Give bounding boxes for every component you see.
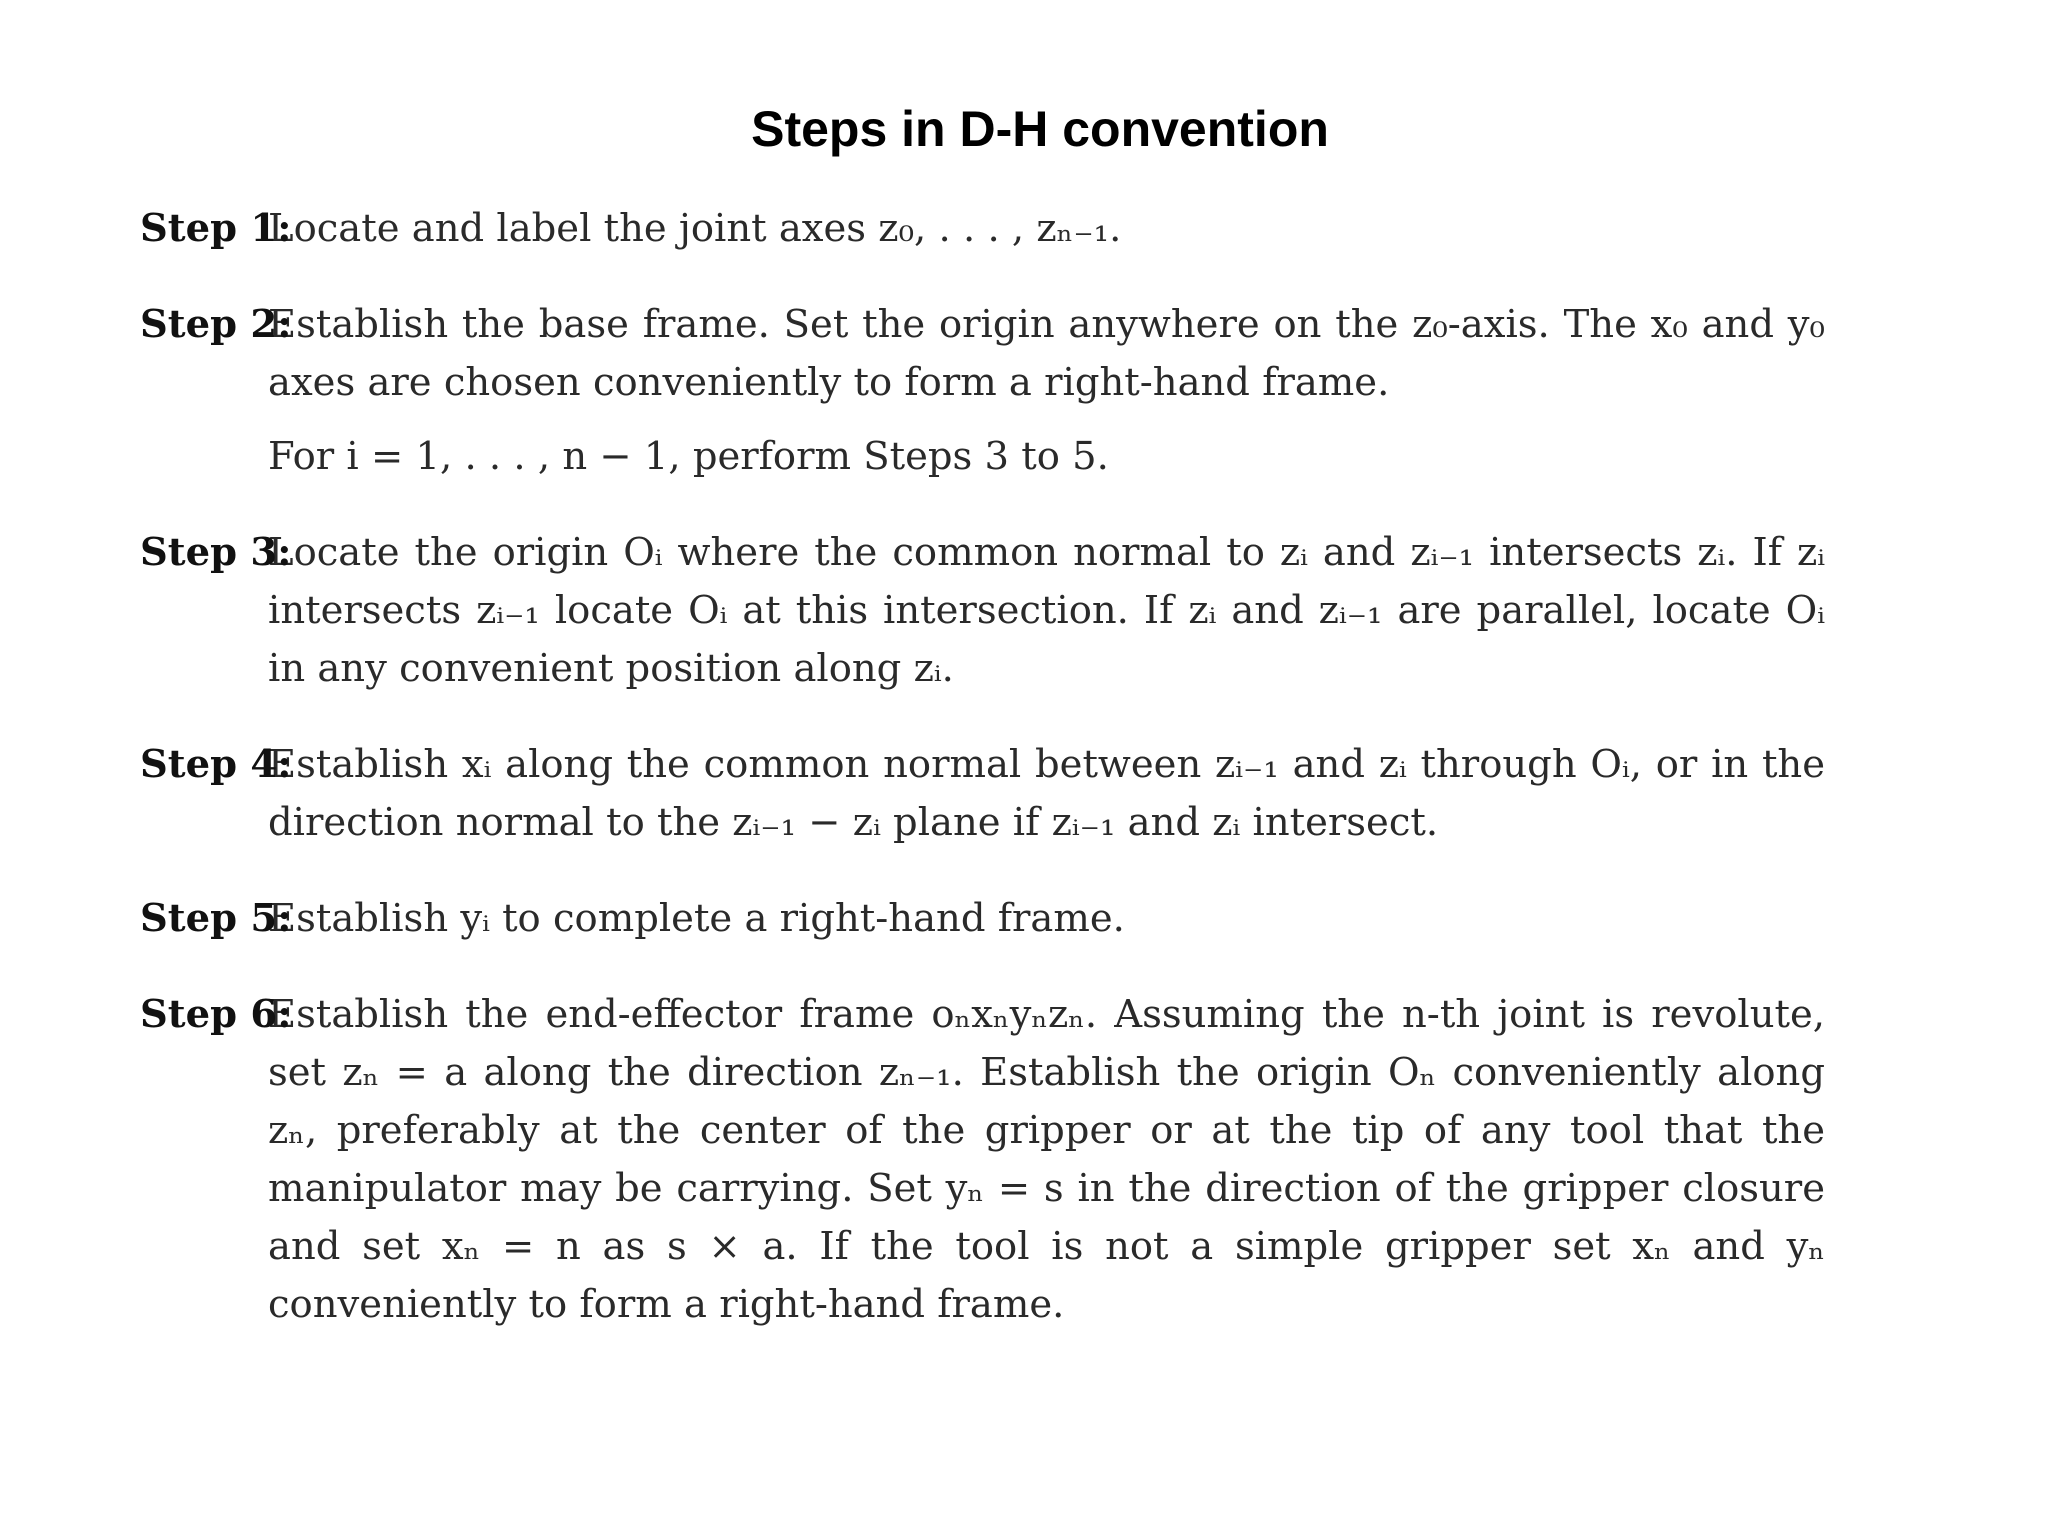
step-label: Step 3: xyxy=(140,530,292,575)
step-text: Establish yᵢ to complete a right-hand frame. xyxy=(268,896,1125,941)
step-5 xyxy=(140,890,1825,948)
step-text: Establish the end-effector frame oₙxₙyₙzₙ. Assuming the n-th joint is revolute, set zₙ = a along the direction zₙ₋₁. Establish the origin Oₙ conveniently along zₙ, preferably at the center of the gripper or at the tip of any tool that the manipulator may be carrying. Set yₙ = s in the direction of the gripper closure and set xₙ = n as s × a. If the tool is not a simple gripper set xₙ and yₙ conveniently to form a right-hand frame. xyxy=(268,992,1825,1327)
step-text: Establish the base frame. Set the origin anywhere on the z₀-axis. The x₀ and y₀ axes are chosen conveniently to form a right-hand frame. xyxy=(268,302,1825,405)
step-loop-note: For i = 1, . . . , n − 1, perform Steps 3 to 5. xyxy=(268,434,1109,479)
step-label: Step 1: xyxy=(140,206,292,251)
page-title: Steps in D-H convention xyxy=(751,101,1329,157)
step-label: Step 4: xyxy=(140,742,292,787)
step-text: Establish xᵢ along the common normal between zᵢ₋₁ and zᵢ through Oᵢ, or in the direction normal to the zᵢ₋₁ − zᵢ plane if zᵢ₋₁ and zᵢ intersect. xyxy=(268,742,1825,845)
step-label: Step 5: xyxy=(140,896,292,941)
step-text: Locate the origin Oᵢ where the common normal to zᵢ and zᵢ₋₁ intersects zᵢ. If zᵢ intersects zᵢ₋₁ locate Oᵢ at this intersection. If zᵢ and zᵢ₋₁ are parallel, locate Oᵢ in any convenient position along zᵢ. xyxy=(268,530,1825,691)
step-6 xyxy=(140,986,1825,1334)
step-text: Locate and label the joint axes z₀, . . . , zₙ₋₁. xyxy=(268,206,1122,251)
step-3 xyxy=(140,524,1825,698)
steps-list xyxy=(140,200,1825,1334)
step-4 xyxy=(140,736,1825,852)
step-1 xyxy=(140,200,1825,258)
step-2 xyxy=(140,296,1825,486)
step-label: Step 2: xyxy=(140,302,292,347)
step-label: Step 6: xyxy=(140,992,292,1037)
